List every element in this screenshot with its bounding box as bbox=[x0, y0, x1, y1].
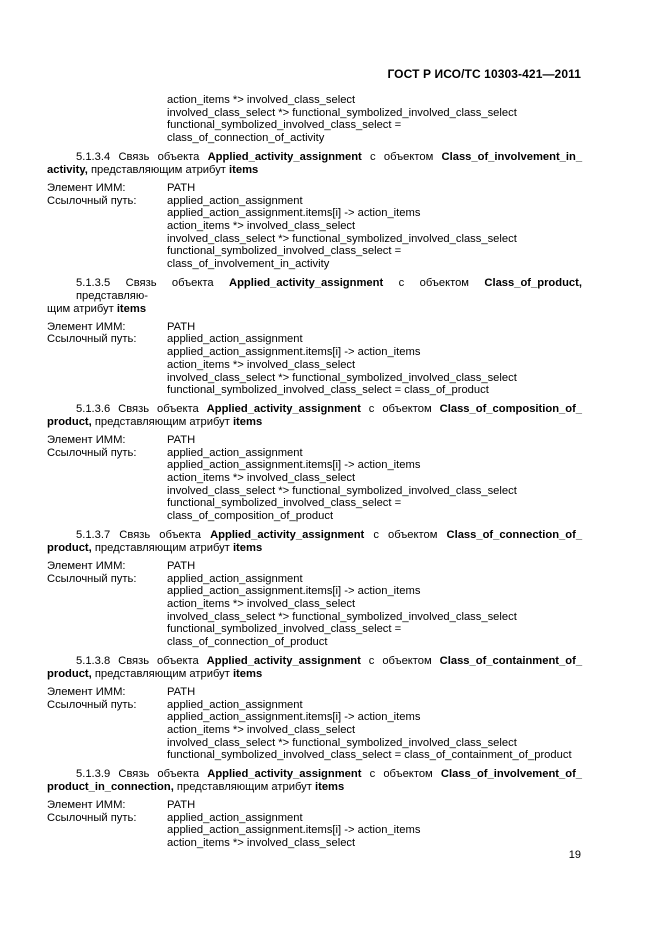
path-line: action_items *> involved_class_select bbox=[167, 597, 356, 610]
ref-row: Ссылочный путь: applied_action_assignment bbox=[47, 194, 303, 207]
imm-row: Элемент ИММ: PATH bbox=[47, 320, 196, 333]
section-5-1-3-5 bbox=[47, 277, 582, 397]
path-line: involved_class_select *> functional_symbolized_involved_class_select bbox=[167, 484, 517, 497]
path-line: functional_symbolized_involved_class_select = class_of_product bbox=[167, 384, 489, 397]
path-line: class_of_connection_of_activity bbox=[167, 132, 325, 145]
path-line: involved_class_select *> functional_symbolized_involved_class_select bbox=[167, 106, 517, 119]
imm-row: Элемент ИММ: PATH bbox=[47, 433, 196, 446]
path-line: applied_action_assignment.items[i] -> action_items bbox=[167, 459, 421, 472]
path-line: applied_action_assignment.items[i] -> action_items bbox=[167, 207, 421, 220]
document-header: ГОСТ Р ИСО/ТС 10303-421—2011 bbox=[387, 67, 581, 81]
path-line: functional_symbolized_involved_class_select = bbox=[167, 497, 402, 510]
path-line: action_items *> involved_class_select bbox=[167, 94, 356, 106]
section-5-1-3-8 bbox=[47, 655, 582, 762]
imm-row: Элемент ИММ: PATH bbox=[47, 685, 196, 698]
ref-row: Ссылочный путь: applied_action_assignment bbox=[47, 698, 303, 711]
imm-row: Элемент ИММ: PATH bbox=[47, 181, 196, 194]
path-line: class_of_involvement_in_activity bbox=[167, 258, 330, 271]
section-heading: 5.1.3.6 Связь объекта Applied_activity_assignment с объектом Class_of_composition_of_ product, представляющим атрибут items bbox=[47, 402, 583, 428]
path-line: applied_action_assignment.items[i] -> action_items bbox=[167, 711, 421, 724]
ref-row: Ссылочный путь: applied_action_assignment bbox=[47, 446, 303, 459]
path-line: functional_symbolized_involved_class_select = bbox=[167, 119, 402, 132]
path-line: class_of_connection_of_product bbox=[167, 636, 328, 649]
path-line: functional_symbolized_involved_class_select = class_of_containment_of_product bbox=[167, 749, 572, 762]
ref-row: Ссылочный путь: applied_action_assignment bbox=[47, 811, 303, 824]
path-line: functional_symbolized_involved_class_select = bbox=[167, 245, 402, 258]
section-heading: 5.1.3.4 Связь объекта Applied_activity_assignment с объектом Class_of_involvement_in_ activity, представляющим атрибут items bbox=[47, 150, 583, 176]
path-line: involved_class_select *> functional_symbolized_involved_class_select bbox=[167, 371, 517, 384]
imm-row: Элемент ИММ: PATH bbox=[47, 799, 196, 812]
path-line: involved_class_select *> functional_symbolized_involved_class_select bbox=[167, 232, 517, 245]
section-heading: 5.1.3.7 Связь объекта Applied_activity_assignment с объектом Class_of_connection_of_ product, представляющим атрибут items bbox=[47, 528, 583, 554]
page-number: 19 bbox=[568, 849, 581, 861]
section-heading: 5.1.3.8 Связь объекта Applied_activity_assignment с объектом Class_of_containment_of_ product, представляющим атрибут items bbox=[47, 654, 583, 680]
path-line: applied_action_assignment.items[i] -> action_items bbox=[167, 585, 421, 598]
path-line: involved_class_select *> functional_symbolized_involved_class_select bbox=[167, 610, 517, 623]
path-line: applied_action_assignment.items[i] -> action_items bbox=[167, 346, 421, 359]
ref-row: Ссылочный путь: applied_action_assignment bbox=[47, 572, 303, 585]
path-line: action_items *> involved_class_select bbox=[167, 723, 356, 736]
section-heading: 5.1.3.9 Связь объекта Applied_activity_assignment с объектом Class_of_involvement_of_ product_in_connection, представляющим атрибут items bbox=[47, 768, 583, 794]
section-5-1-3-7 bbox=[47, 529, 582, 649]
section-5-1-3-9 bbox=[47, 768, 582, 850]
path-line: applied_action_assignment.items[i] -> action_items bbox=[167, 824, 421, 837]
document-body bbox=[47, 94, 582, 850]
section-5-1-3-6 bbox=[47, 403, 582, 523]
path-line: action_items *> involved_class_select bbox=[167, 219, 356, 232]
section-heading: 5.1.3.5 Связь объекта Applied_activity_assignment с объектом Class_of_product, представляю- щим атрибут items bbox=[47, 276, 582, 315]
path-line: action_items *> involved_class_select bbox=[167, 837, 356, 850]
imm-row: Элемент ИММ: PATH bbox=[47, 559, 196, 572]
ref-row: Ссылочный путь: applied_action_assignment bbox=[47, 333, 303, 346]
path-line: functional_symbolized_involved_class_select = bbox=[167, 623, 402, 636]
path-line: action_items *> involved_class_select bbox=[167, 358, 356, 371]
continuation-lines bbox=[47, 94, 582, 145]
path-line: class_of_composition_of_product bbox=[167, 510, 334, 523]
path-line: involved_class_select *> functional_symbolized_involved_class_select bbox=[167, 736, 517, 749]
section-5-1-3-4 bbox=[47, 151, 582, 271]
path-line: action_items *> involved_class_select bbox=[167, 472, 356, 485]
